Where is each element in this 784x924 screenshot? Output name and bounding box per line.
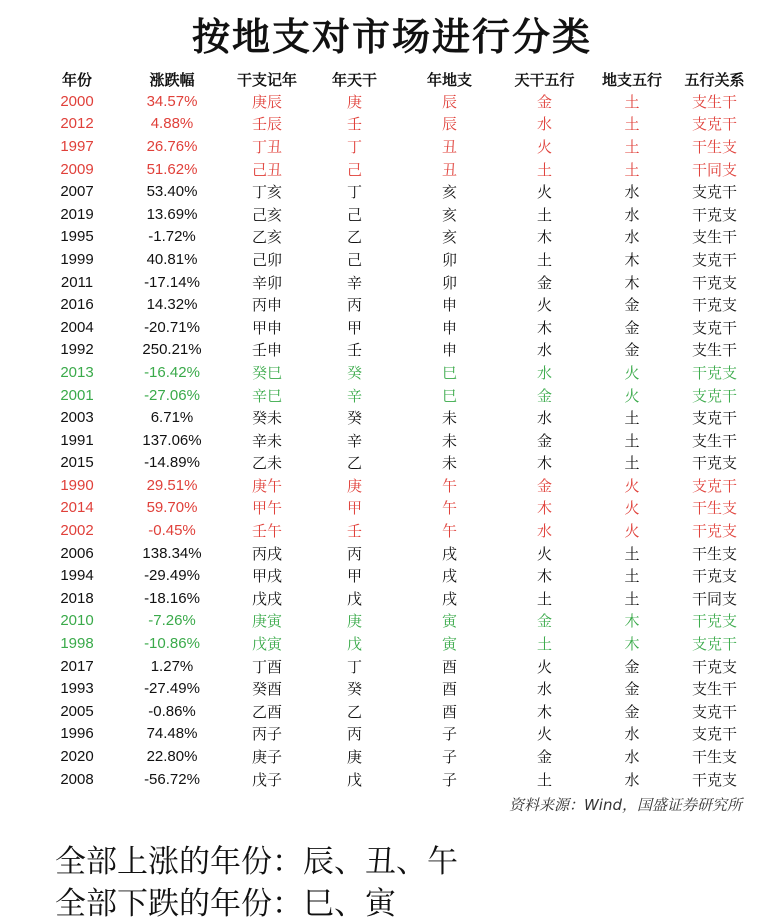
zhi-cell: 戌 [441, 589, 457, 608]
year-cell: 2015 [60, 454, 94, 472]
gan-cell: 丁 [346, 183, 362, 202]
ganzhi-cell: 己丑 [251, 160, 282, 179]
relation-cell: 支生干 [691, 680, 737, 699]
table-row [37, 158, 757, 181]
year-cell: 1998 [60, 635, 94, 653]
year-cell: 2019 [60, 205, 94, 223]
zhi-cell: 酉 [441, 702, 457, 721]
zhi-cell: 申 [441, 296, 457, 315]
ganzhi-cell: 乙亥 [251, 228, 282, 247]
gan-cell: 乙 [346, 702, 362, 721]
change-cell: 1.27% [150, 657, 194, 675]
table-row [37, 203, 757, 226]
gan-wuxing-cell: 水 [536, 115, 552, 134]
zhi-wuxing-cell: 土 [624, 589, 640, 608]
ganzhi-cell: 丁亥 [251, 183, 282, 202]
year-cell: 2013 [60, 363, 94, 381]
gan-wuxing-cell: 金 [536, 612, 552, 631]
relation-cell: 干生支 [691, 748, 737, 767]
change-cell: -0.45% [148, 522, 196, 540]
zhi-cell: 寅 [441, 635, 457, 654]
relation-cell: 支克干 [691, 702, 737, 721]
zhi-cell: 辰 [441, 115, 457, 134]
table-row [37, 700, 757, 723]
relation-cell: 支克干 [691, 409, 737, 428]
gan-cell: 戊 [346, 770, 362, 789]
change-cell: -16.42% [144, 363, 200, 381]
zhi-wuxing-cell: 土 [624, 160, 640, 179]
gan-wuxing-cell: 木 [536, 499, 552, 518]
ganzhi-cell: 壬辰 [251, 115, 282, 134]
table-row [37, 226, 757, 249]
zhi-wuxing-cell: 土 [624, 544, 640, 563]
year-cell: 2009 [60, 160, 94, 178]
relation-cell: 干克支 [691, 657, 737, 676]
year-cell: 2001 [60, 386, 94, 404]
year-cell: 1993 [60, 680, 94, 698]
zhi-wuxing-cell: 木 [624, 273, 640, 292]
year-cell: 2003 [60, 409, 94, 427]
gan-cell: 戊 [346, 635, 362, 654]
gan-wuxing-cell: 木 [536, 702, 552, 721]
market-classification-table [37, 68, 757, 790]
relation-cell: 干克支 [691, 770, 737, 789]
zhi-cell: 子 [441, 748, 457, 767]
zhi-wuxing-cell: 土 [624, 431, 640, 450]
relation-cell: 干克支 [691, 273, 737, 292]
year-cell: 1994 [60, 567, 94, 585]
zhi-cell: 午 [441, 499, 457, 518]
source-note: 资料来源：Wind，国盛证券研究所 [508, 796, 742, 814]
relation-cell: 支克干 [691, 725, 737, 744]
change-cell: 74.48% [146, 725, 198, 743]
year-cell: 2012 [60, 115, 94, 133]
zhi-wuxing-cell: 金 [624, 702, 640, 721]
ganzhi-cell: 己卯 [251, 250, 282, 269]
change-cell: 26.76% [146, 137, 198, 155]
change-cell: -0.86% [148, 702, 196, 720]
ganzhi-cell: 辛未 [251, 431, 282, 450]
gan-cell: 丙 [346, 725, 362, 744]
gan-cell: 甲 [346, 567, 362, 586]
relation-cell: 干克支 [691, 567, 737, 586]
relation-cell: 支克干 [691, 635, 737, 654]
relation-cell: 干克支 [691, 612, 737, 631]
year-cell: 1991 [60, 431, 94, 449]
relation-cell: 干克支 [691, 522, 737, 541]
table-row [37, 90, 757, 113]
ganzhi-cell: 辛巳 [251, 386, 282, 405]
relation-cell: 支生干 [691, 228, 737, 247]
change-cell: 40.81% [146, 250, 198, 268]
gan-wuxing-cell: 金 [536, 476, 552, 495]
zhi-cell: 卯 [441, 250, 457, 269]
relation-cell: 支克干 [691, 318, 737, 337]
change-cell: 250.21% [142, 341, 202, 359]
year-cell: 2008 [60, 770, 94, 788]
gan-wuxing-cell: 木 [536, 567, 552, 586]
ganzhi-cell: 辛卯 [251, 273, 282, 292]
table-header-row [37, 68, 757, 90]
change-cell: 59.70% [146, 499, 198, 517]
gan-cell: 丁 [346, 137, 362, 156]
zhi-wuxing-cell: 水 [624, 725, 640, 744]
header-gan: 年天干 [331, 70, 377, 89]
summary-all-down: 全部下跌的年份：巳、寅 [55, 886, 396, 922]
year-cell: 2004 [60, 318, 94, 336]
year-cell: 2017 [60, 657, 94, 675]
ganzhi-cell: 戊戌 [251, 589, 282, 608]
zhi-wuxing-cell: 土 [624, 567, 640, 586]
gan-wuxing-cell: 火 [536, 725, 552, 744]
zhi-cell: 酉 [441, 657, 457, 676]
gan-wuxing-cell: 火 [536, 657, 552, 676]
gan-cell: 庚 [346, 92, 362, 111]
relation-cell: 干生支 [691, 137, 737, 156]
header-ganzhi: 干支记年 [236, 70, 297, 89]
header-year: 年份 [61, 70, 92, 89]
gan-cell: 壬 [346, 522, 362, 541]
gan-wuxing-cell: 火 [536, 137, 552, 156]
zhi-wuxing-cell: 土 [624, 454, 640, 473]
zhi-cell: 巳 [441, 363, 457, 382]
zhi-wuxing-cell: 火 [624, 522, 640, 541]
gan-cell: 戊 [346, 589, 362, 608]
zhi-wuxing-cell: 金 [624, 680, 640, 699]
table-row [37, 316, 757, 339]
summary-all-up: 全部上涨的年份：辰、丑、午 [55, 844, 458, 880]
table-row [37, 474, 757, 497]
table-row [37, 610, 757, 633]
gan-wuxing-cell: 金 [536, 273, 552, 292]
change-cell: 22.80% [146, 748, 198, 766]
change-cell: 13.69% [146, 205, 198, 223]
zhi-wuxing-cell: 金 [624, 318, 640, 337]
ganzhi-cell: 甲申 [251, 318, 282, 337]
year-cell: 2014 [60, 499, 94, 517]
relation-cell: 干同支 [691, 589, 737, 608]
table-row [37, 745, 757, 768]
relation-cell: 干克支 [691, 363, 737, 382]
year-cell: 1995 [60, 228, 94, 246]
year-cell: 2010 [60, 612, 94, 630]
table-row [37, 519, 757, 542]
zhi-cell: 寅 [441, 612, 457, 631]
year-cell: 2011 [60, 273, 94, 291]
ganzhi-cell: 甲戌 [251, 567, 282, 586]
ganzhi-cell: 庚辰 [251, 92, 282, 111]
gan-cell: 庚 [346, 476, 362, 495]
ganzhi-cell: 壬午 [251, 522, 282, 541]
table-row [37, 135, 757, 158]
table-row [37, 180, 757, 203]
zhi-wuxing-cell: 火 [624, 386, 640, 405]
zhi-wuxing-cell: 木 [624, 635, 640, 654]
gan-cell: 己 [346, 160, 362, 179]
table-row [37, 723, 757, 746]
zhi-cell: 亥 [441, 228, 457, 247]
change-cell: -27.06% [144, 386, 200, 404]
change-cell: -7.26% [148, 612, 196, 630]
year-cell: 1992 [60, 341, 94, 359]
ganzhi-cell: 癸酉 [251, 680, 282, 699]
zhi-wuxing-cell: 水 [624, 748, 640, 767]
zhi-wuxing-cell: 水 [624, 183, 640, 202]
year-cell: 2000 [60, 92, 94, 110]
zhi-cell: 卯 [441, 273, 457, 292]
table-row [37, 361, 757, 384]
gan-wuxing-cell: 土 [536, 250, 552, 269]
change-cell: -27.49% [144, 680, 200, 698]
relation-cell: 支克干 [691, 115, 737, 134]
zhi-wuxing-cell: 水 [624, 205, 640, 224]
zhi-cell: 戌 [441, 567, 457, 586]
table-row [37, 406, 757, 429]
table-row [37, 768, 757, 791]
year-cell: 2007 [60, 183, 94, 201]
table-row [37, 677, 757, 700]
zhi-cell: 丑 [441, 137, 457, 156]
table-row [37, 339, 757, 362]
zhi-wuxing-cell: 土 [624, 115, 640, 134]
change-cell: 29.51% [146, 476, 198, 494]
ganzhi-cell: 戊寅 [251, 635, 282, 654]
gan-wuxing-cell: 金 [536, 92, 552, 111]
gan-cell: 丙 [346, 296, 362, 315]
ganzhi-cell: 丙戌 [251, 544, 282, 563]
header-change: 涨跌幅 [149, 70, 195, 89]
change-cell: 14.32% [146, 296, 198, 314]
year-cell: 1997 [60, 137, 94, 155]
zhi-cell: 午 [441, 522, 457, 541]
zhi-cell: 未 [441, 454, 457, 473]
zhi-wuxing-cell: 金 [624, 657, 640, 676]
change-cell: 137.06% [142, 431, 202, 449]
gan-wuxing-cell: 水 [536, 341, 552, 360]
gan-wuxing-cell: 水 [536, 522, 552, 541]
year-cell: 2016 [60, 296, 94, 314]
change-cell: -17.14% [144, 273, 200, 291]
gan-cell: 庚 [346, 612, 362, 631]
zhi-cell: 戌 [441, 544, 457, 563]
zhi-wuxing-cell: 火 [624, 499, 640, 518]
gan-cell: 癸 [346, 409, 362, 428]
table-row [37, 542, 757, 565]
gan-cell: 辛 [346, 431, 362, 450]
ganzhi-cell: 癸巳 [251, 363, 282, 382]
gan-cell: 辛 [346, 386, 362, 405]
relation-cell: 干生支 [691, 544, 737, 563]
change-cell: 51.62% [146, 160, 198, 178]
year-cell: 2020 [60, 748, 94, 766]
change-cell: 34.57% [146, 92, 198, 110]
zhi-cell: 未 [441, 409, 457, 428]
ganzhi-cell: 甲午 [251, 499, 282, 518]
gan-wuxing-cell: 金 [536, 748, 552, 767]
change-cell: 53.40% [146, 183, 198, 201]
gan-cell: 乙 [346, 454, 362, 473]
zhi-cell: 巳 [441, 386, 457, 405]
relation-cell: 支克干 [691, 386, 737, 405]
year-cell: 1990 [60, 476, 94, 494]
header-relation: 五行关系 [684, 70, 745, 89]
year-cell: 2002 [60, 522, 94, 540]
gan-cell: 癸 [346, 363, 362, 382]
year-cell: 2005 [60, 702, 94, 720]
gan-wuxing-cell: 水 [536, 680, 552, 699]
ganzhi-cell: 庚寅 [251, 612, 282, 631]
relation-cell: 支克干 [691, 476, 737, 495]
gan-wuxing-cell: 木 [536, 454, 552, 473]
gan-wuxing-cell: 土 [536, 635, 552, 654]
ganzhi-cell: 癸未 [251, 409, 282, 428]
gan-wuxing-cell: 火 [536, 296, 552, 315]
relation-cell: 干克支 [691, 296, 737, 315]
gan-cell: 乙 [346, 228, 362, 247]
zhi-wuxing-cell: 火 [624, 363, 640, 382]
ganzhi-cell: 壬申 [251, 341, 282, 360]
zhi-cell: 酉 [441, 680, 457, 699]
gan-cell: 壬 [346, 115, 362, 134]
change-cell: -14.89% [144, 454, 200, 472]
table-row [37, 271, 757, 294]
zhi-wuxing-cell: 水 [624, 228, 640, 247]
year-cell: 2006 [60, 544, 94, 562]
zhi-cell: 辰 [441, 92, 457, 111]
zhi-cell: 午 [441, 476, 457, 495]
header-gan-wuxing: 天干五行 [514, 70, 575, 89]
zhi-wuxing-cell: 金 [624, 341, 640, 360]
change-cell: 4.88% [150, 115, 194, 133]
gan-cell: 壬 [346, 341, 362, 360]
ganzhi-cell: 丙申 [251, 296, 282, 315]
table-row [37, 293, 757, 316]
relation-cell: 干同支 [691, 160, 737, 179]
zhi-cell: 子 [441, 725, 457, 744]
relation-cell: 干生支 [691, 499, 737, 518]
gan-wuxing-cell: 火 [536, 183, 552, 202]
gan-wuxing-cell: 水 [536, 363, 552, 382]
zhi-wuxing-cell: 土 [624, 92, 640, 111]
gan-wuxing-cell: 土 [536, 589, 552, 608]
ganzhi-cell: 丙子 [251, 725, 282, 744]
zhi-cell: 申 [441, 318, 457, 337]
table-row [37, 564, 757, 587]
table-row [37, 113, 757, 136]
gan-cell: 辛 [346, 273, 362, 292]
header-zhi-wuxing: 地支五行 [601, 70, 662, 89]
change-cell: -20.71% [144, 318, 200, 336]
change-cell: -56.72% [144, 770, 200, 788]
gan-wuxing-cell: 木 [536, 228, 552, 247]
table-row [37, 248, 757, 271]
table-row [37, 587, 757, 610]
table-row [37, 452, 757, 475]
gan-wuxing-cell: 金 [536, 431, 552, 450]
page-title: 按地支对市场进行分类 [191, 15, 592, 59]
gan-cell: 癸 [346, 680, 362, 699]
zhi-wuxing-cell: 金 [624, 296, 640, 315]
change-cell: -29.49% [144, 567, 200, 585]
zhi-cell: 丑 [441, 160, 457, 179]
gan-wuxing-cell: 火 [536, 544, 552, 563]
gan-wuxing-cell: 土 [536, 770, 552, 789]
zhi-wuxing-cell: 木 [624, 250, 640, 269]
ganzhi-cell: 庚子 [251, 748, 282, 767]
ganzhi-cell: 丁丑 [251, 137, 282, 156]
relation-cell: 支生干 [691, 431, 737, 450]
relation-cell: 支克干 [691, 183, 737, 202]
year-cell: 2018 [60, 589, 94, 607]
relation-cell: 支克干 [691, 250, 737, 269]
gan-wuxing-cell: 金 [536, 386, 552, 405]
gan-cell: 甲 [346, 499, 362, 518]
gan-wuxing-cell: 木 [536, 318, 552, 337]
zhi-cell: 申 [441, 341, 457, 360]
ganzhi-cell: 乙酉 [251, 702, 282, 721]
relation-cell: 干克支 [691, 454, 737, 473]
relation-cell: 支生干 [691, 92, 737, 111]
zhi-wuxing-cell: 土 [624, 409, 640, 428]
relation-cell: 支生干 [691, 341, 737, 360]
table-row [37, 384, 757, 407]
change-cell: 6.71% [150, 409, 194, 427]
zhi-cell: 未 [441, 431, 457, 450]
gan-wuxing-cell: 土 [536, 160, 552, 179]
change-cell: -1.72% [148, 228, 196, 246]
ganzhi-cell: 己亥 [251, 205, 282, 224]
relation-cell: 干克支 [691, 205, 737, 224]
zhi-wuxing-cell: 火 [624, 476, 640, 495]
change-cell: 138.34% [142, 544, 202, 562]
ganzhi-cell: 丁酉 [251, 657, 282, 676]
gan-cell: 庚 [346, 748, 362, 767]
zhi-cell: 子 [441, 770, 457, 789]
gan-cell: 丙 [346, 544, 362, 563]
header-zhi: 年地支 [426, 70, 472, 89]
gan-wuxing-cell: 水 [536, 409, 552, 428]
zhi-wuxing-cell: 水 [624, 770, 640, 789]
ganzhi-cell: 戊子 [251, 770, 282, 789]
table-row [37, 429, 757, 452]
zhi-wuxing-cell: 土 [624, 137, 640, 156]
gan-cell: 己 [346, 250, 362, 269]
ganzhi-cell: 乙未 [251, 454, 282, 473]
gan-cell: 甲 [346, 318, 362, 337]
gan-wuxing-cell: 土 [536, 205, 552, 224]
table-row [37, 497, 757, 520]
zhi-cell: 亥 [441, 183, 457, 202]
year-cell: 1999 [60, 250, 94, 268]
change-cell: -18.16% [144, 589, 200, 607]
gan-cell: 丁 [346, 657, 362, 676]
zhi-cell: 亥 [441, 205, 457, 224]
table-row [37, 655, 757, 678]
ganzhi-cell: 庚午 [251, 476, 282, 495]
change-cell: -10.86% [144, 635, 200, 653]
zhi-wuxing-cell: 木 [624, 612, 640, 631]
gan-cell: 己 [346, 205, 362, 224]
table-row [37, 632, 757, 655]
year-cell: 1996 [60, 725, 94, 743]
